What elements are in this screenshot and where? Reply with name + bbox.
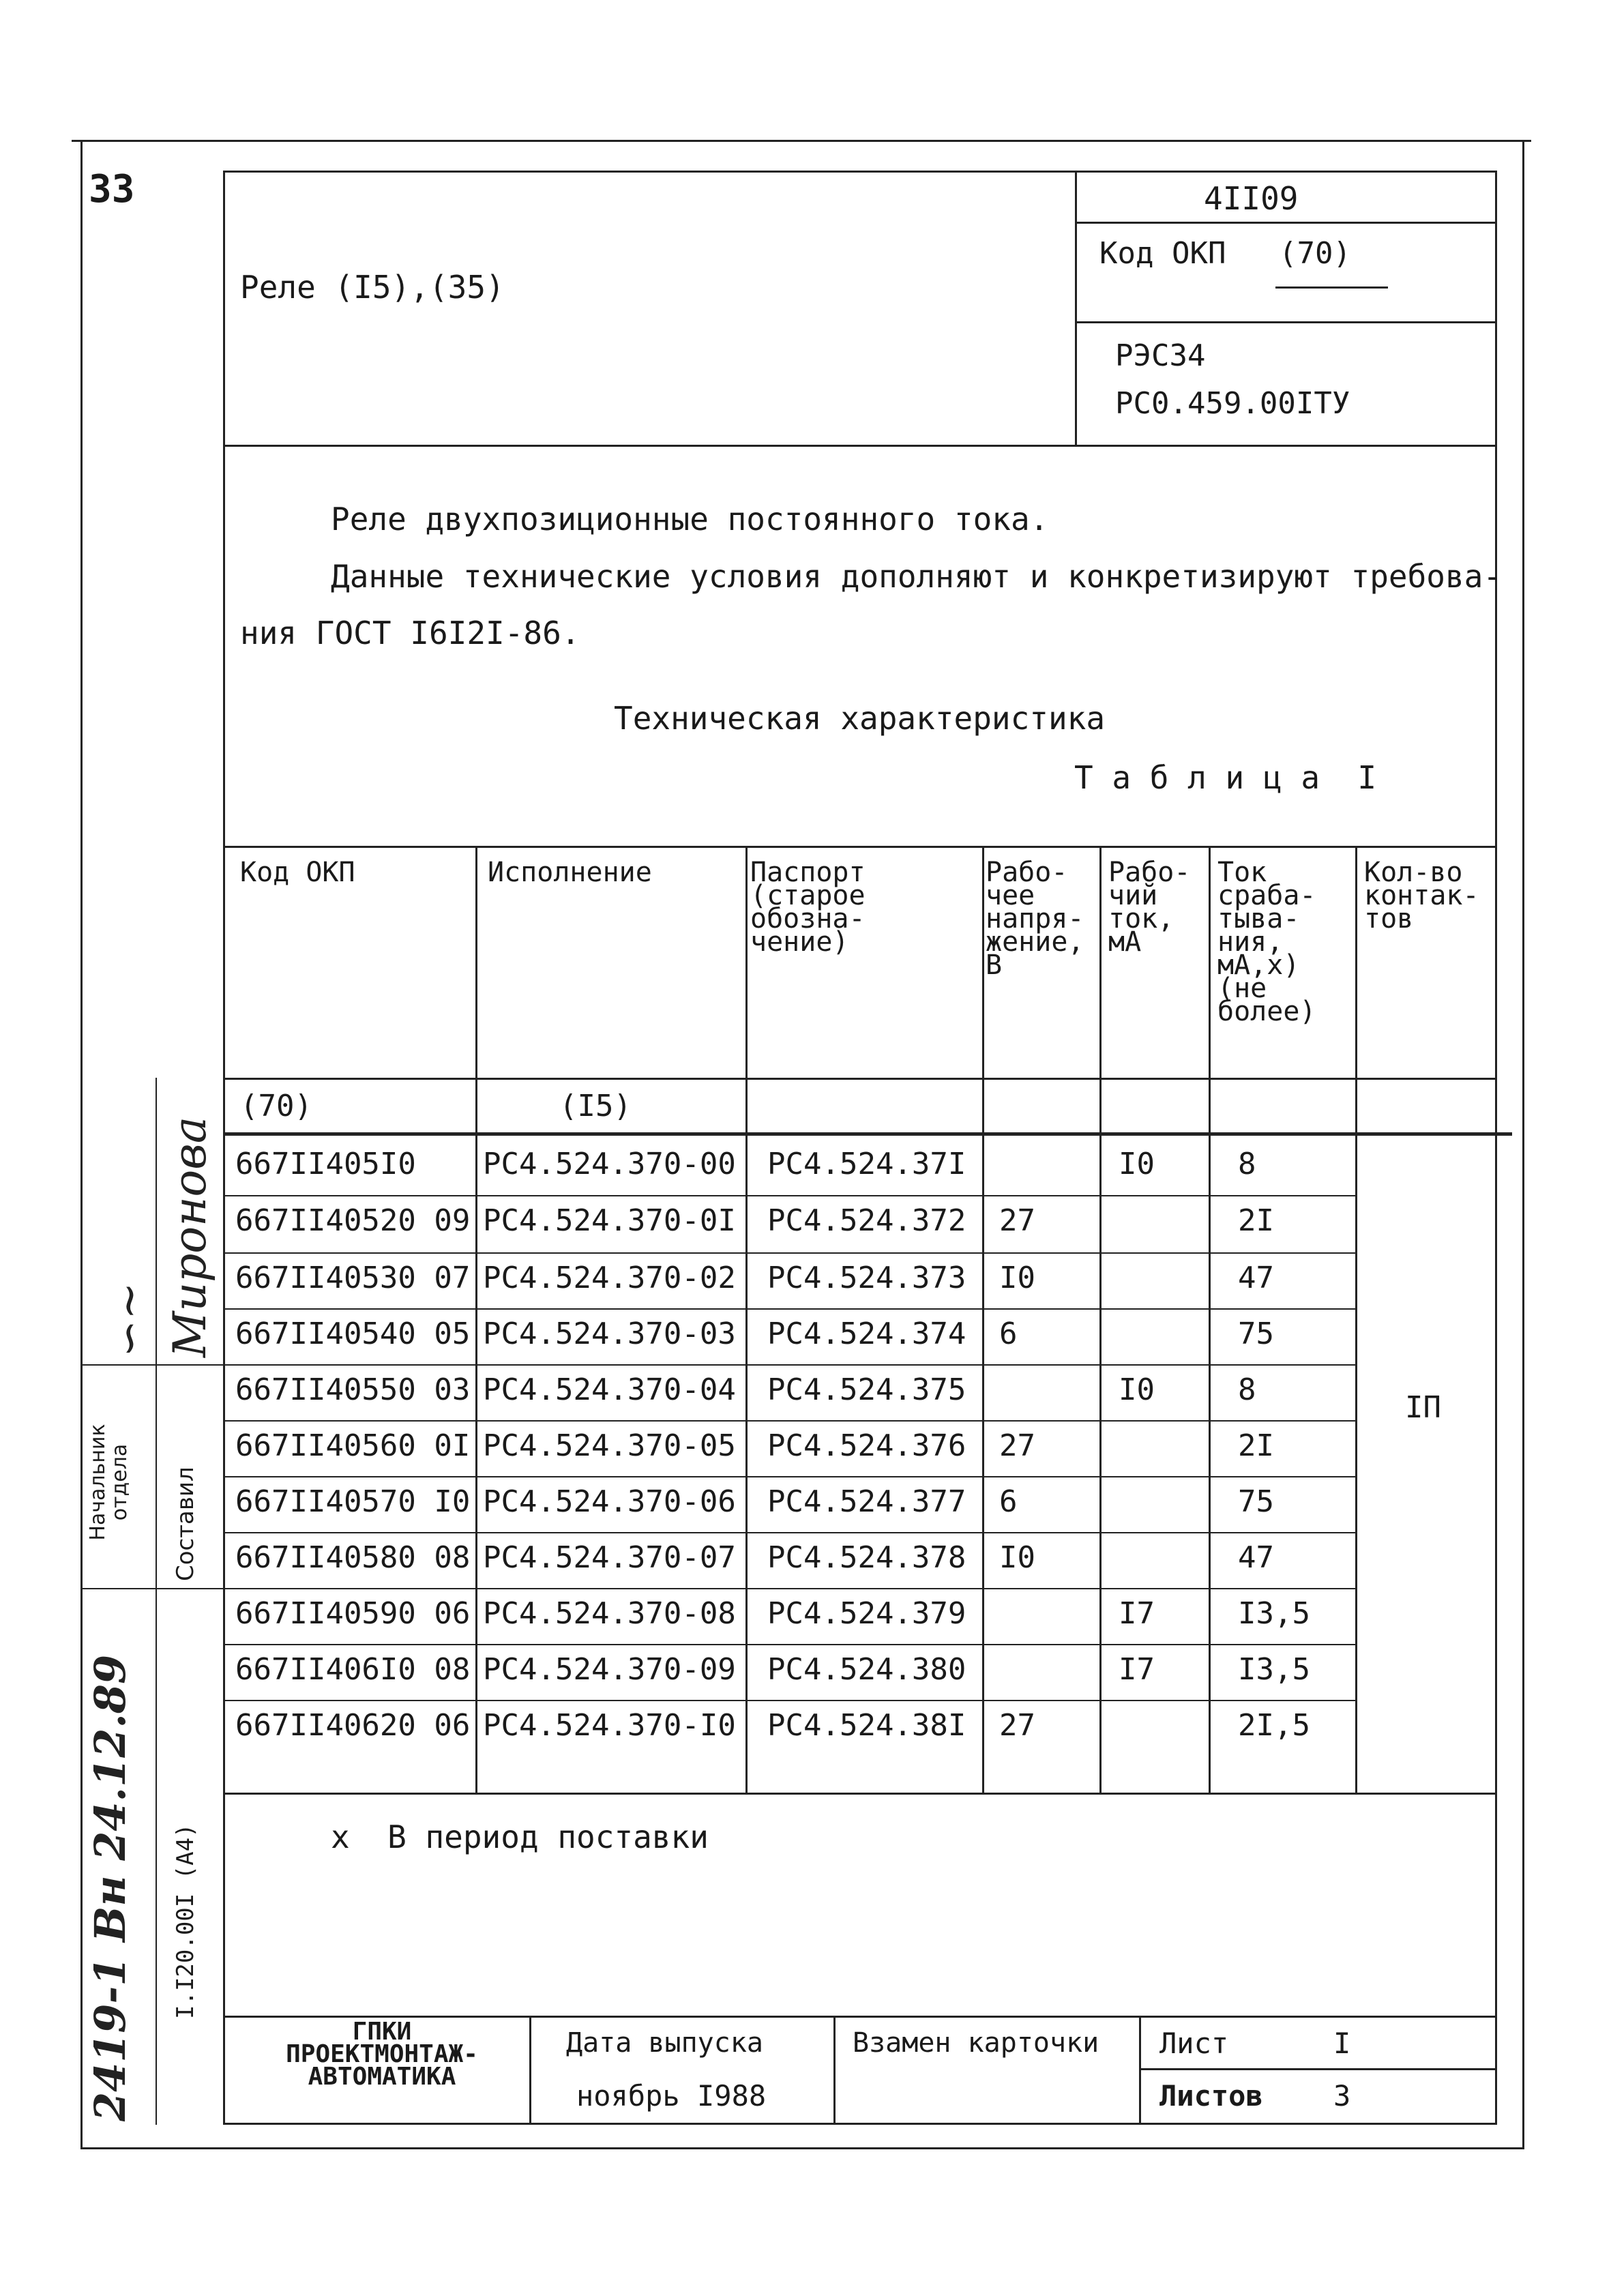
document-title: Реле (I5),(35) [240, 269, 505, 306]
cell-current: I0 [1119, 1147, 1155, 1181]
cell-voltage: I0 [999, 1540, 1035, 1575]
cell-variant: РС4.524.370-00 [483, 1147, 736, 1181]
cell-voltage: 27 [999, 1428, 1035, 1463]
cell-trip-current: 2I,5 [1238, 1708, 1310, 1743]
cell-passport: РС4.524.378 [767, 1540, 966, 1575]
cell-voltage: 6 [999, 1316, 1018, 1351]
paragraph-line-2: ния ГОСТ I6I2I-86. [240, 615, 580, 651]
cell-passport: РС4.524.377 [767, 1484, 966, 1519]
cell-variant: РС4.524.370-08 [483, 1596, 736, 1631]
cell-passport: РС4.524.38I [767, 1708, 966, 1743]
sheet-number: I [1333, 2027, 1351, 2060]
cell-trip-current: 47 [1238, 1540, 1274, 1575]
cell-variant: РС4.524.370-09 [483, 1652, 736, 1687]
cell-okp-code: 667II40590 06 [235, 1596, 471, 1631]
registration-stamp: 2419-1 Вн 24.12.89 [85, 1654, 135, 2121]
header-okp: Код ОКП [240, 857, 355, 888]
cell-variant: РС4.524.370-0I [483, 1203, 736, 1238]
cell-passport: РС4.524.375 [767, 1372, 966, 1407]
cell-voltage: 27 [999, 1203, 1035, 1238]
organization-name: ГПКИ ПРОЕКТМОНТАЖ- АВТОМАТИКА [286, 2018, 478, 2091]
footnote: х В период поставки [331, 1819, 709, 1855]
cell-variant: РС4.524.370-05 [483, 1428, 736, 1463]
cell-current: I0 [1119, 1372, 1155, 1407]
sheets-label: Листов [1159, 2079, 1263, 2113]
dept-head-label: Начальник отдела [86, 1424, 132, 1541]
cell-variant: РС4.524.370-07 [483, 1540, 736, 1575]
page-number: 33 [89, 167, 135, 211]
cell-variant: РС4.524.370-02 [483, 1261, 736, 1295]
form-code: I.I20.00I (А4) [172, 1823, 199, 2019]
subheader-okp: (70) [240, 1089, 312, 1123]
cell-current: I7 [1119, 1596, 1155, 1631]
cell-current: I7 [1119, 1652, 1155, 1687]
cell-trip-current: 75 [1238, 1316, 1274, 1351]
cell-voltage: 27 [999, 1708, 1035, 1743]
cell-trip-current: 47 [1238, 1261, 1274, 1295]
cell-okp-code: 667II40560 0I [235, 1428, 471, 1463]
spec-code: РС0.459.00IТУ [1115, 386, 1350, 421]
cell-passport: РС4.524.376 [767, 1428, 966, 1463]
replaces-card-label: Взамен карточки [853, 2027, 1099, 2059]
release-date-label: Дата выпуска [566, 2027, 763, 2059]
subheader-variant: (I5) [559, 1089, 632, 1123]
signature-dept-head: ∽∼ [102, 1282, 155, 1357]
cell-trip-current: I3,5 [1238, 1596, 1310, 1631]
cell-variant: РС4.524.370-06 [483, 1484, 736, 1519]
section-title: Техническая характеристика [614, 700, 1106, 737]
cell-passport: РС4.524.379 [767, 1596, 966, 1631]
sheet-label: Лист [1159, 2027, 1229, 2060]
cell-variant: РС4.524.370-I0 [483, 1708, 736, 1743]
cell-okp-code: 667II40550 03 [235, 1372, 471, 1407]
cell-voltage: 6 [999, 1484, 1018, 1519]
release-date-value: ноябрь I988 [576, 2079, 767, 2113]
okp-label: Код ОКП [1099, 236, 1226, 271]
header-current: Рабо- чий ток, мА [1108, 857, 1191, 958]
cell-okp-code: 667II40540 05 [235, 1316, 471, 1351]
cell-trip-current: 2I [1238, 1203, 1274, 1238]
header-voltage: Рабо- чее напря- жение, В [986, 857, 1084, 981]
cell-okp-code: 667II40570 I0 [235, 1484, 471, 1519]
cell-trip-current: 2I [1238, 1428, 1274, 1463]
cell-trip-current: 75 [1238, 1484, 1274, 1519]
cell-okp-code: 667II40580 08 [235, 1540, 471, 1575]
author-label: Составил [172, 1467, 199, 1581]
header-contacts: Кол-во контак- тов [1364, 857, 1479, 934]
intro-text: Реле двухпозиционные постоянного тока. [331, 501, 1049, 538]
document-code: 4II09 [1204, 180, 1299, 217]
cell-trip-current: 8 [1238, 1147, 1256, 1181]
table-label: Т а б л и ц а I [1074, 759, 1377, 796]
contacts-count: IП [1405, 1390, 1441, 1425]
signature-mironova: Миронова [164, 1116, 216, 1357]
cell-okp-code: 667II405I0 [235, 1147, 416, 1181]
paragraph-line-1: Данные технические условия дополняют и конкретизируют требова- [331, 558, 1503, 595]
cell-passport: РС4.524.374 [767, 1316, 966, 1351]
cell-trip-current: 8 [1238, 1372, 1256, 1407]
cell-okp-code: 667II40520 09 [235, 1203, 471, 1238]
cell-okp-code: 667II40620 06 [235, 1708, 471, 1743]
cell-okp-code: 667II40530 07 [235, 1261, 471, 1295]
cell-passport: РС4.524.380 [767, 1652, 966, 1687]
product-name: РЭС34 [1115, 338, 1206, 373]
header-variant: Исполнение [488, 857, 652, 888]
cell-okp-code: 667II406I0 08 [235, 1652, 471, 1687]
header-passport: Паспорт (старое обозна- чение) [750, 857, 866, 958]
cell-voltage: I0 [999, 1261, 1035, 1295]
cell-passport: РС4.524.372 [767, 1203, 966, 1238]
cell-passport: РС4.524.373 [767, 1261, 966, 1295]
cell-variant: РС4.524.370-03 [483, 1316, 736, 1351]
cell-trip-current: I3,5 [1238, 1652, 1310, 1687]
cell-variant: РС4.524.370-04 [483, 1372, 736, 1407]
sheets-count: 3 [1333, 2079, 1351, 2113]
header-trip-current: Ток сраба- тыва- ния, мА,х) (не более) [1217, 857, 1316, 1027]
cell-passport: РС4.524.37I [767, 1147, 966, 1181]
okp-value: (70) [1279, 236, 1351, 271]
